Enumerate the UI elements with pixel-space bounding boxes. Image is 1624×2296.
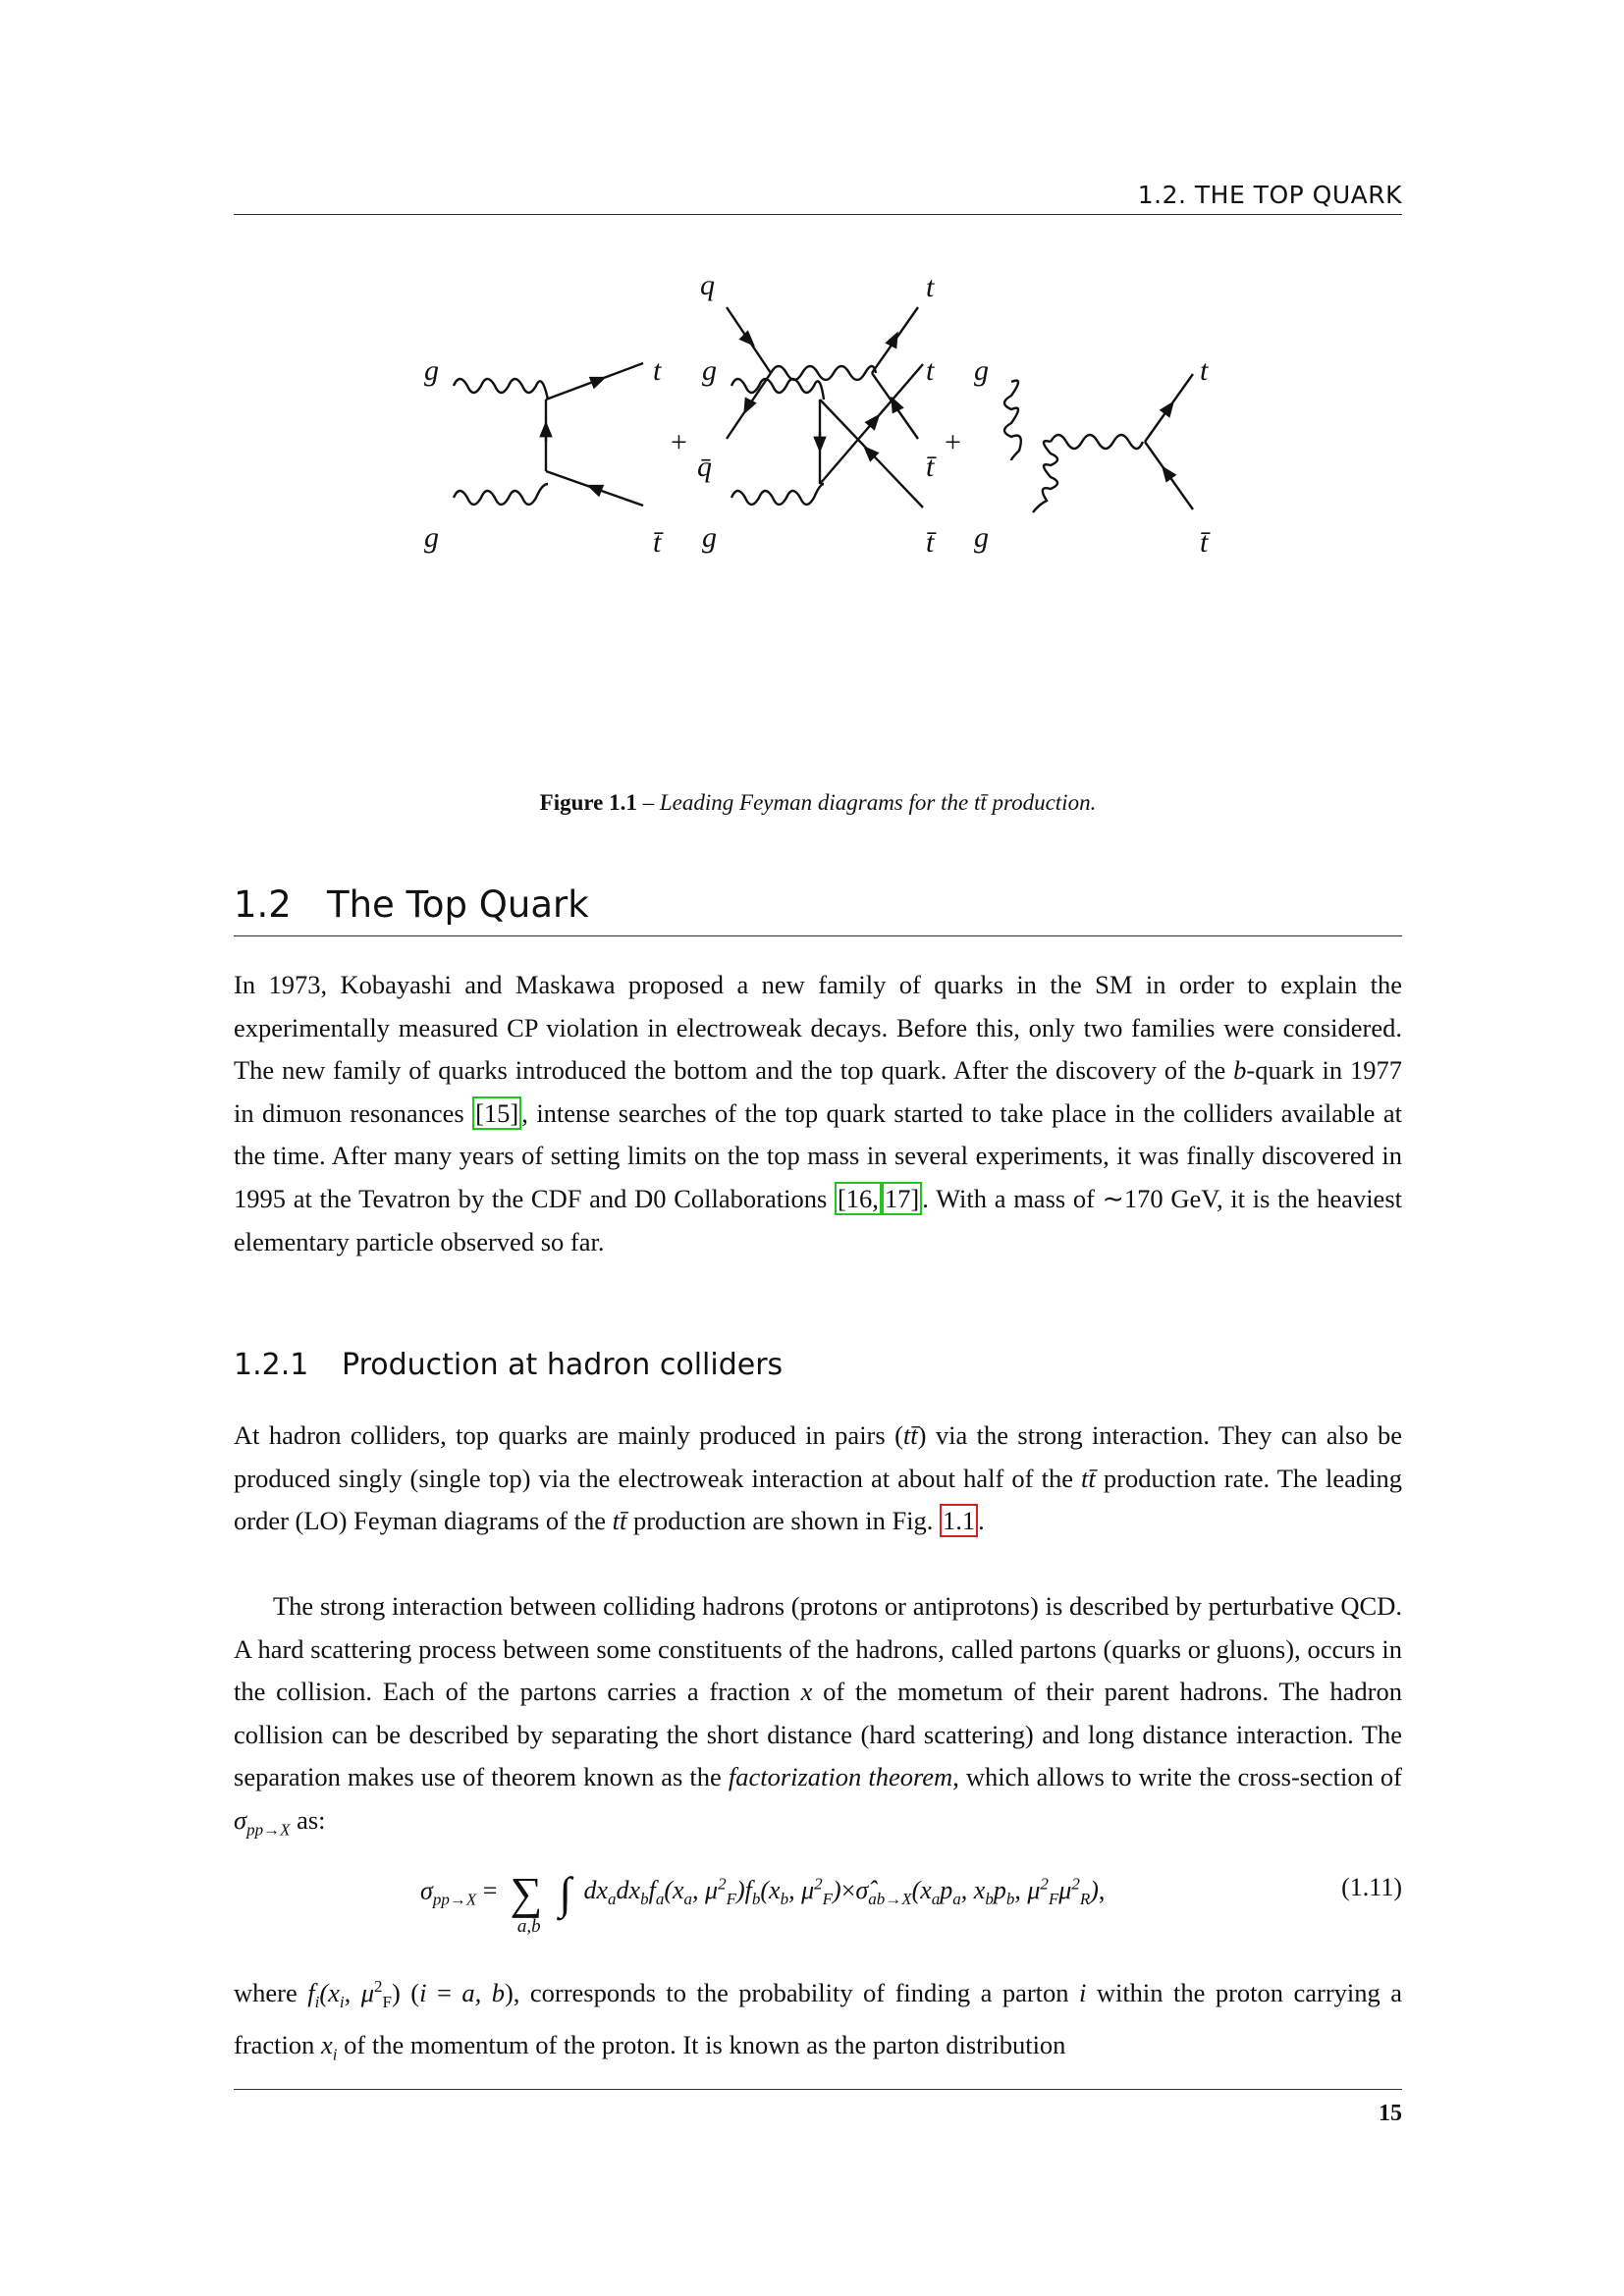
citation-16[interactable]: [16, (835, 1182, 882, 1215)
label-t: t (926, 271, 935, 303)
arrow-tbar-right (1166, 472, 1169, 476)
subsection-number: 1.2.1 (234, 1348, 309, 1382)
gluon-top (454, 379, 548, 400)
text-run: i (1078, 1977, 1087, 2007)
subsection-title: Production at hadron colliders (342, 1348, 784, 1382)
text-run: i (339, 1993, 345, 2012)
page-number: 15 (1379, 2101, 1402, 2126)
text-run: . With a mass of ∼170 GeV, it is the heaviest elementary particle observed so far. (234, 1183, 1402, 1256)
text-run: . (978, 1506, 985, 1536)
arrow-q (748, 340, 749, 341)
label-g: g (424, 521, 439, 554)
production-paragraph (234, 1415, 1402, 1543)
caption-dash: – (636, 790, 660, 815)
label-tbar: t̄ (1200, 526, 1209, 559)
diagram-gg-schannel (1004, 374, 1193, 512)
diagram-gg-tchannel (454, 363, 643, 506)
gluon-bottom (454, 484, 548, 505)
arrow-t-right (1166, 407, 1169, 411)
text-run: σ (234, 1804, 247, 1835)
text-run: where (234, 1977, 308, 2007)
gluon-upper-s (1004, 381, 1021, 460)
text-run: x (800, 1677, 813, 1707)
text-run: i (314, 1993, 320, 2012)
text-run: within the proton carrying a fraction (234, 1977, 1402, 2059)
text-run: = (426, 1977, 462, 2007)
text-run: , intense searches of the top quark started to take place in the colliders available at the time. After many years of setting limits on the top mass in several experiments, it was finally discovered in 1995 at the Tevatron by the CDF and D0 Collaborations (234, 1097, 1402, 1213)
sum-index: a,b (516, 1915, 541, 1937)
text-run: tt̄ (902, 1420, 918, 1450)
text-run: of the momentum of the proton. It is known as the parton distribution (337, 2029, 1066, 2059)
citation-15[interactable]: [15] (472, 1096, 521, 1130)
text-run: tt̄ (612, 1506, 627, 1536)
arrow-t-mid (870, 420, 875, 426)
text-run: F (382, 1993, 392, 2012)
text-run: The strong interaction between colliding hadrons (protons or antiprotons) is described by perturbative QCD. A hard scattering process between some constituents of the hadrons, called partons (quarks or gluons), occurs in the collision. Each of the partons carries a fraction (234, 1591, 1402, 1707)
equation-formula: $\sigma_{pp\to X}$ = ∑ a,b ∫ $dx_adx_bf_a(x_a$, $\mu^2_F)f_b(x_b$, $\mu^2_F)\times\sigmâ_{ab\to X}(x_ap_a$, $x_bp_b$, $\mu^2_F\mu^2_R$), (420, 1867, 1106, 1937)
text-run: pp→X (246, 1820, 291, 1840)
label-g: g (702, 354, 717, 387)
text-run: ) ( (392, 1977, 420, 2007)
diagram-gg-uchannel (731, 364, 923, 507)
text-run: (x (319, 1977, 340, 2007)
arrow-t (893, 339, 894, 341)
gluon-line (771, 366, 876, 380)
text-run: , μ (344, 1977, 375, 2007)
text-run: i (332, 2045, 338, 2064)
section-number: 1.2 (234, 883, 292, 926)
gluon-lower-s (1033, 441, 1057, 512)
label-t: t (1200, 354, 1209, 387)
text-run: ) via the strong interaction. They can also be produced singly (single top) via the electroweak interaction at about half of the (234, 1420, 1403, 1493)
arrow-qbar (747, 405, 748, 407)
equation-number: (1.11) (1341, 1873, 1402, 1901)
gluon-bottom (731, 484, 824, 505)
text-run: a, b (461, 1977, 505, 2007)
citation-17[interactable]: 17] (882, 1182, 922, 1215)
gluon-s-propagator (1051, 435, 1143, 449)
running-title: 1.2. THE TOP QUARK (1137, 181, 1402, 209)
text-run: At hadron colliders, top quarks are mainly produced in pairs ( (234, 1420, 903, 1450)
label-g: g (424, 354, 439, 387)
text-run: 2 (374, 1977, 383, 1996)
text-run: ), corresponds to the probability of finding a parton (504, 1977, 1079, 2007)
figure-caption (234, 790, 1402, 816)
figure-reference[interactable]: 1.1 (940, 1504, 978, 1537)
plus-sign: + (671, 426, 687, 458)
label-q: q (700, 269, 715, 301)
eq-lhs-sub: pp→X (432, 1890, 477, 1909)
text-run: tt̄ (1081, 1463, 1096, 1493)
caption-label: Figure 1.1 (539, 790, 637, 815)
label-t: t (926, 354, 935, 387)
text-run: of the mometum of their parent hadrons. The hadron collision can be described by separating the short distance (hard scattering) and long distance interaction. The separation makes use of theorem known as the (234, 1677, 1403, 1792)
text-run: i (419, 1977, 427, 2007)
subsection-heading (234, 1348, 783, 1382)
footer-rule (234, 2089, 1402, 2090)
section-heading (234, 883, 1402, 936)
text-run: In 1973, Kobayashi and Maskawa proposed a new family of quarks in the SM in order to explain the experimentally measured CP violation in electroweak decays. Before this, only two families were considered. The new family of quarks introduced the bottom and the top quark. After the discovery of the (234, 970, 1402, 1086)
where-paragraph (234, 1965, 1402, 2076)
gluon-top (731, 379, 824, 400)
text-run: x (321, 2029, 333, 2059)
label-tbar: t̄ (926, 451, 935, 483)
label-g: g (702, 521, 717, 554)
equation-1-11 (234, 1865, 1402, 1953)
running-header (234, 177, 1402, 215)
feynman-figure (373, 240, 1276, 771)
text-run: as: (290, 1804, 326, 1835)
diagram-qqbar (727, 307, 918, 439)
text-run: production rate. The leading order (LO) Feyman diagrams of the (234, 1463, 1402, 1536)
text-run: , which allows to write the cross-section of (952, 1762, 1402, 1792)
text-run: production are shown in Fig. (626, 1506, 941, 1536)
plus-sign: + (945, 426, 961, 458)
equation-body: $dx_adx_bf_a(x_a$, $\mu^2_F)f_b(x_b$, $\mu^2_F$) (583, 1874, 841, 1909)
caption-text: Leading Feyman diagrams for the tt̄ production. (659, 790, 1097, 815)
intro-paragraph (234, 964, 1402, 1263)
label-g: g (974, 354, 989, 387)
text-run: factorization theorem (728, 1762, 953, 1792)
label-tbar: t̄ (653, 526, 662, 559)
sum-symbol: ∑ (510, 1867, 543, 1918)
integral-symbol: ∫ (559, 1868, 571, 1918)
eq-equals: = (476, 1876, 504, 1905)
quark-line-tbar (872, 373, 918, 439)
text-run: b (1233, 1055, 1247, 1086)
text-run: f (307, 1977, 315, 2007)
text-run: -quark in 1977 in dimuon resonances (234, 1055, 1402, 1128)
label-tbar: t̄ (926, 526, 935, 559)
label-t: t (653, 354, 662, 387)
summation (504, 1867, 549, 1937)
feynman-diagrams (373, 240, 1276, 771)
section-title: The Top Quark (327, 883, 589, 926)
arrow-tbar (894, 403, 895, 405)
label-g: g (974, 521, 989, 554)
label-qbar: q̄ (697, 451, 712, 483)
qcd-paragraph (234, 1585, 1402, 1851)
eq-lhs: σ (420, 1876, 433, 1905)
